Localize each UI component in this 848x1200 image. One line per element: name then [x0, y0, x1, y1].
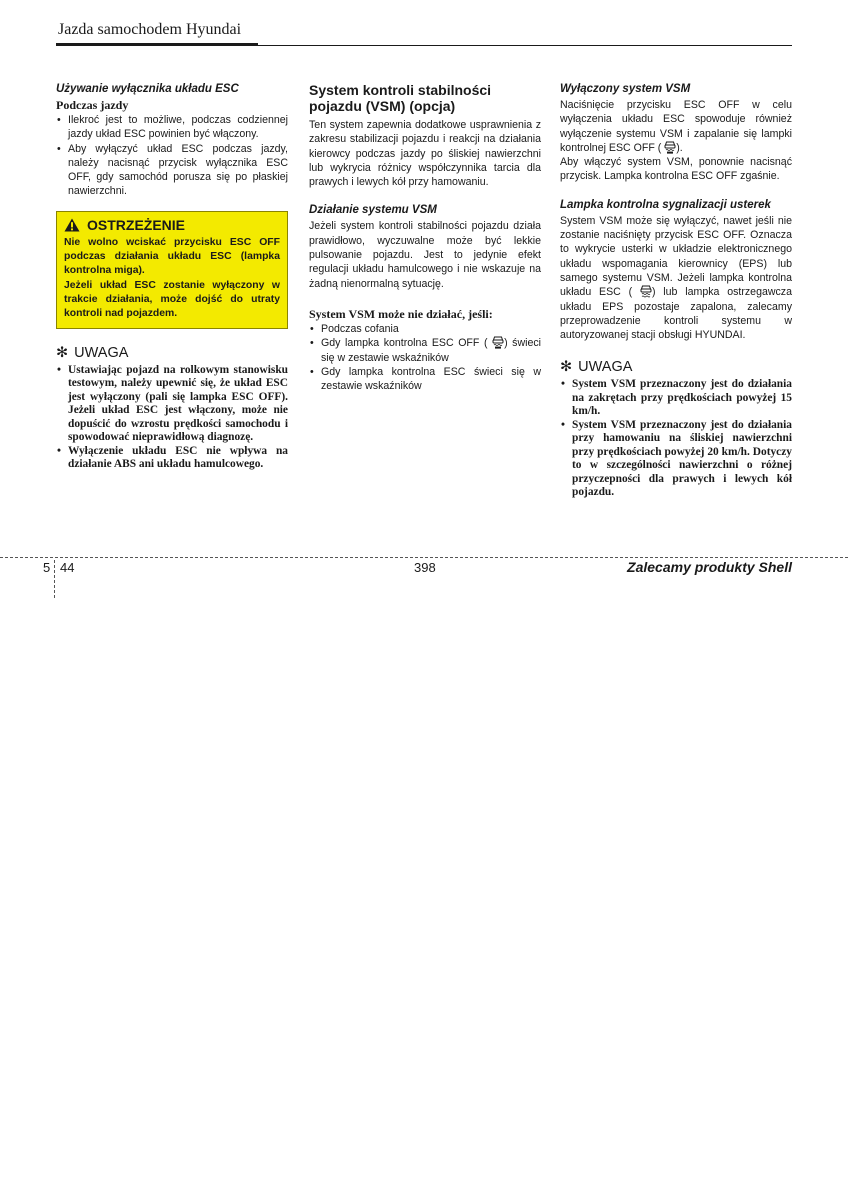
bullet-icon: •	[310, 365, 314, 378]
vsm-operation-heading: Działanie systemu VSM	[309, 204, 437, 217]
note-block	[560, 358, 792, 500]
warning-paragraph: Jeżeli układ ESC zostanie wyłączony w trakcie działania, może dojść do utraty kontroli nad pojazdem.	[64, 279, 280, 320]
running-header: Jazda samochodem Hyundai	[58, 21, 242, 38]
list-item: • Podczas cofania	[310, 322, 399, 335]
note-bullet-list	[560, 378, 792, 500]
warning-paragraph: Nie wolno wciskać przycisku ESC OFF podczas działania układu ESC (lampka kontrolna miga).	[64, 236, 280, 277]
list-item: • System VSM przeznaczony jest do działania na zakrętach przy prędkościach powyżej 15 km/h.	[561, 378, 792, 418]
bullet-icon: •	[310, 337, 314, 350]
vsm-not-working-heading: System VSM może nie działać, jeśli:	[309, 306, 493, 321]
list-item: • Ilekroć jest to możliwe, podczas codziennej jazdy układ ESC powinien być włączony.	[57, 114, 288, 141]
list-item: • Ustawiając pojazd na rolkowym stanowisku testowym, należy upewnić się, że układ ESC jest wyłączony (pali się lampka ESC OFF). Jeżeli układ ESC jest włączony, może nie dopuścić do wzrostu prędkości samochodu i spowodować nieprawidłową diagnozę.	[57, 363, 288, 444]
bullet-icon: •	[57, 114, 61, 126]
list-item: • Aby wyłączyć układ ESC podczas jazdy, należy nacisnąć przycisk wyłącznika ESC OFF, gdy samochód porusza się po płaskiej nawierzchni.	[57, 142, 288, 198]
bullet-icon: •	[57, 142, 61, 155]
bullet-icon: •	[57, 363, 61, 376]
esc-off-car-icon	[492, 336, 504, 349]
bullet-icon: •	[57, 444, 61, 457]
vsm-on-text: Aby włączyć system VSM, ponownie nacisnąć przycisk. Lampka kontrolna ESC OFF zgaśnie.	[560, 156, 792, 183]
note-symbol-icon: ✻	[56, 344, 69, 361]
footer-page-number: 398	[414, 560, 436, 575]
esc-car-icon	[640, 285, 652, 298]
warning-title	[64, 216, 280, 234]
note-title	[56, 344, 288, 362]
esc-switch-heading: Używanie wyłącznika układu ESC	[56, 83, 239, 95]
vsm-intro: Ten system zapewnia dodatkowe usprawnienia z zakresu stabilizacji pojazdu i reakcji na działania kierowcy podczas jazdy po śliskiej nawierzchni lub wykrycia różnicy współczynnika tarcia dla prawych i lewych kół przy hamowaniu.	[309, 119, 541, 189]
driving-bullet-list	[56, 113, 288, 199]
list-item: • Gdy lampka kontrolna ESC świeci się w zestawie wskaźników	[310, 365, 541, 393]
note-title-text: UWAGA	[74, 344, 129, 361]
footer-section-number: 5	[43, 560, 51, 575]
note-title-text: UWAGA	[578, 359, 633, 376]
list-item: • Gdy lampka kontrolna ESC OFF ( ) świeci się w zestawie wskaźników	[310, 337, 541, 364]
vsm-off-text: Naciśnięcie przycisku ESC OFF w celu wyłączenia układu ESC spowoduje również wyłączenie systemu VSM i zapalanie się lampki kontrolnej ESC OFF ( ).	[560, 99, 792, 154]
header-rule	[56, 45, 792, 46]
list-item: • Wyłączenie układu ESC nie wpływa na działanie ABS ani układu hamulcowego.	[57, 444, 288, 471]
bullet-icon: •	[561, 418, 565, 431]
column-right	[560, 82, 792, 500]
fault-lamp-text: System VSM może się wyłączyć, nawet jeśli nie zostanie naciśnięty przycisk ESC OFF. Oznacza to wykrycie usterki w układzie elektronicznego układu wspomagania kierownicy (EPS) lub samego systemu VSM. Jeżeli lampka kontrolna układu ESC ( ) lub lampka ostrzegawcza układu EPS pozostaje zapalona, zalecamy przeprowadzenie kontroli systemu w autoryzowanej stacji obsługi HYUNDAI.	[560, 214, 792, 342]
footer-dashed-rule	[0, 557, 848, 558]
warning-title-text: OSTRZEŻENIE	[87, 216, 186, 233]
note-block	[56, 344, 288, 472]
footer-section-page: 44	[60, 560, 75, 575]
note-title	[560, 358, 792, 376]
while-driving-subheading: Podczas jazdy	[56, 98, 129, 112]
column-middle	[309, 82, 541, 393]
warning-triangle-icon	[64, 218, 80, 232]
footer-brand-text: Zalecamy produkty Shell	[627, 559, 792, 575]
vsm-off-heading: Wyłączony system VSM	[560, 83, 691, 95]
bullet-icon: •	[310, 322, 314, 335]
bullet-icon: •	[561, 378, 565, 391]
vsm-heading: System kontroli stabilności pojazdu (VSM) (opcja)	[309, 82, 492, 114]
esc-off-car-icon	[664, 141, 676, 154]
footer-dashed-divider	[54, 560, 55, 598]
vsm-not-working-list	[309, 322, 541, 393]
vsm-operation-text: Jeżeli system kontroli stabilności pojazdu działa prawidłowo, wyczuwalne może być lekkie pulsowanie pojazdu. Jest to jedynie efekt regulacji układu hamulcowego i nie wskazuje na żadną nienormalną sytuację.	[309, 220, 541, 290]
note-symbol-icon: ✻	[560, 359, 573, 376]
fault-lamp-heading: Lampka kontrolna sygnalizacji usterek	[560, 198, 771, 211]
warning-box	[56, 211, 288, 329]
list-item: • System VSM przeznaczony jest do działania przy hamowaniu na śliskiej nawierzchni przy prędkościach powyżej 20 km/h. Dotyczy to w szczególności nawierzchni o różnej przyczepności dla prawych i lewych kół pojazdu.	[561, 418, 792, 499]
note-bullet-list	[56, 364, 288, 472]
column-left	[56, 82, 288, 472]
